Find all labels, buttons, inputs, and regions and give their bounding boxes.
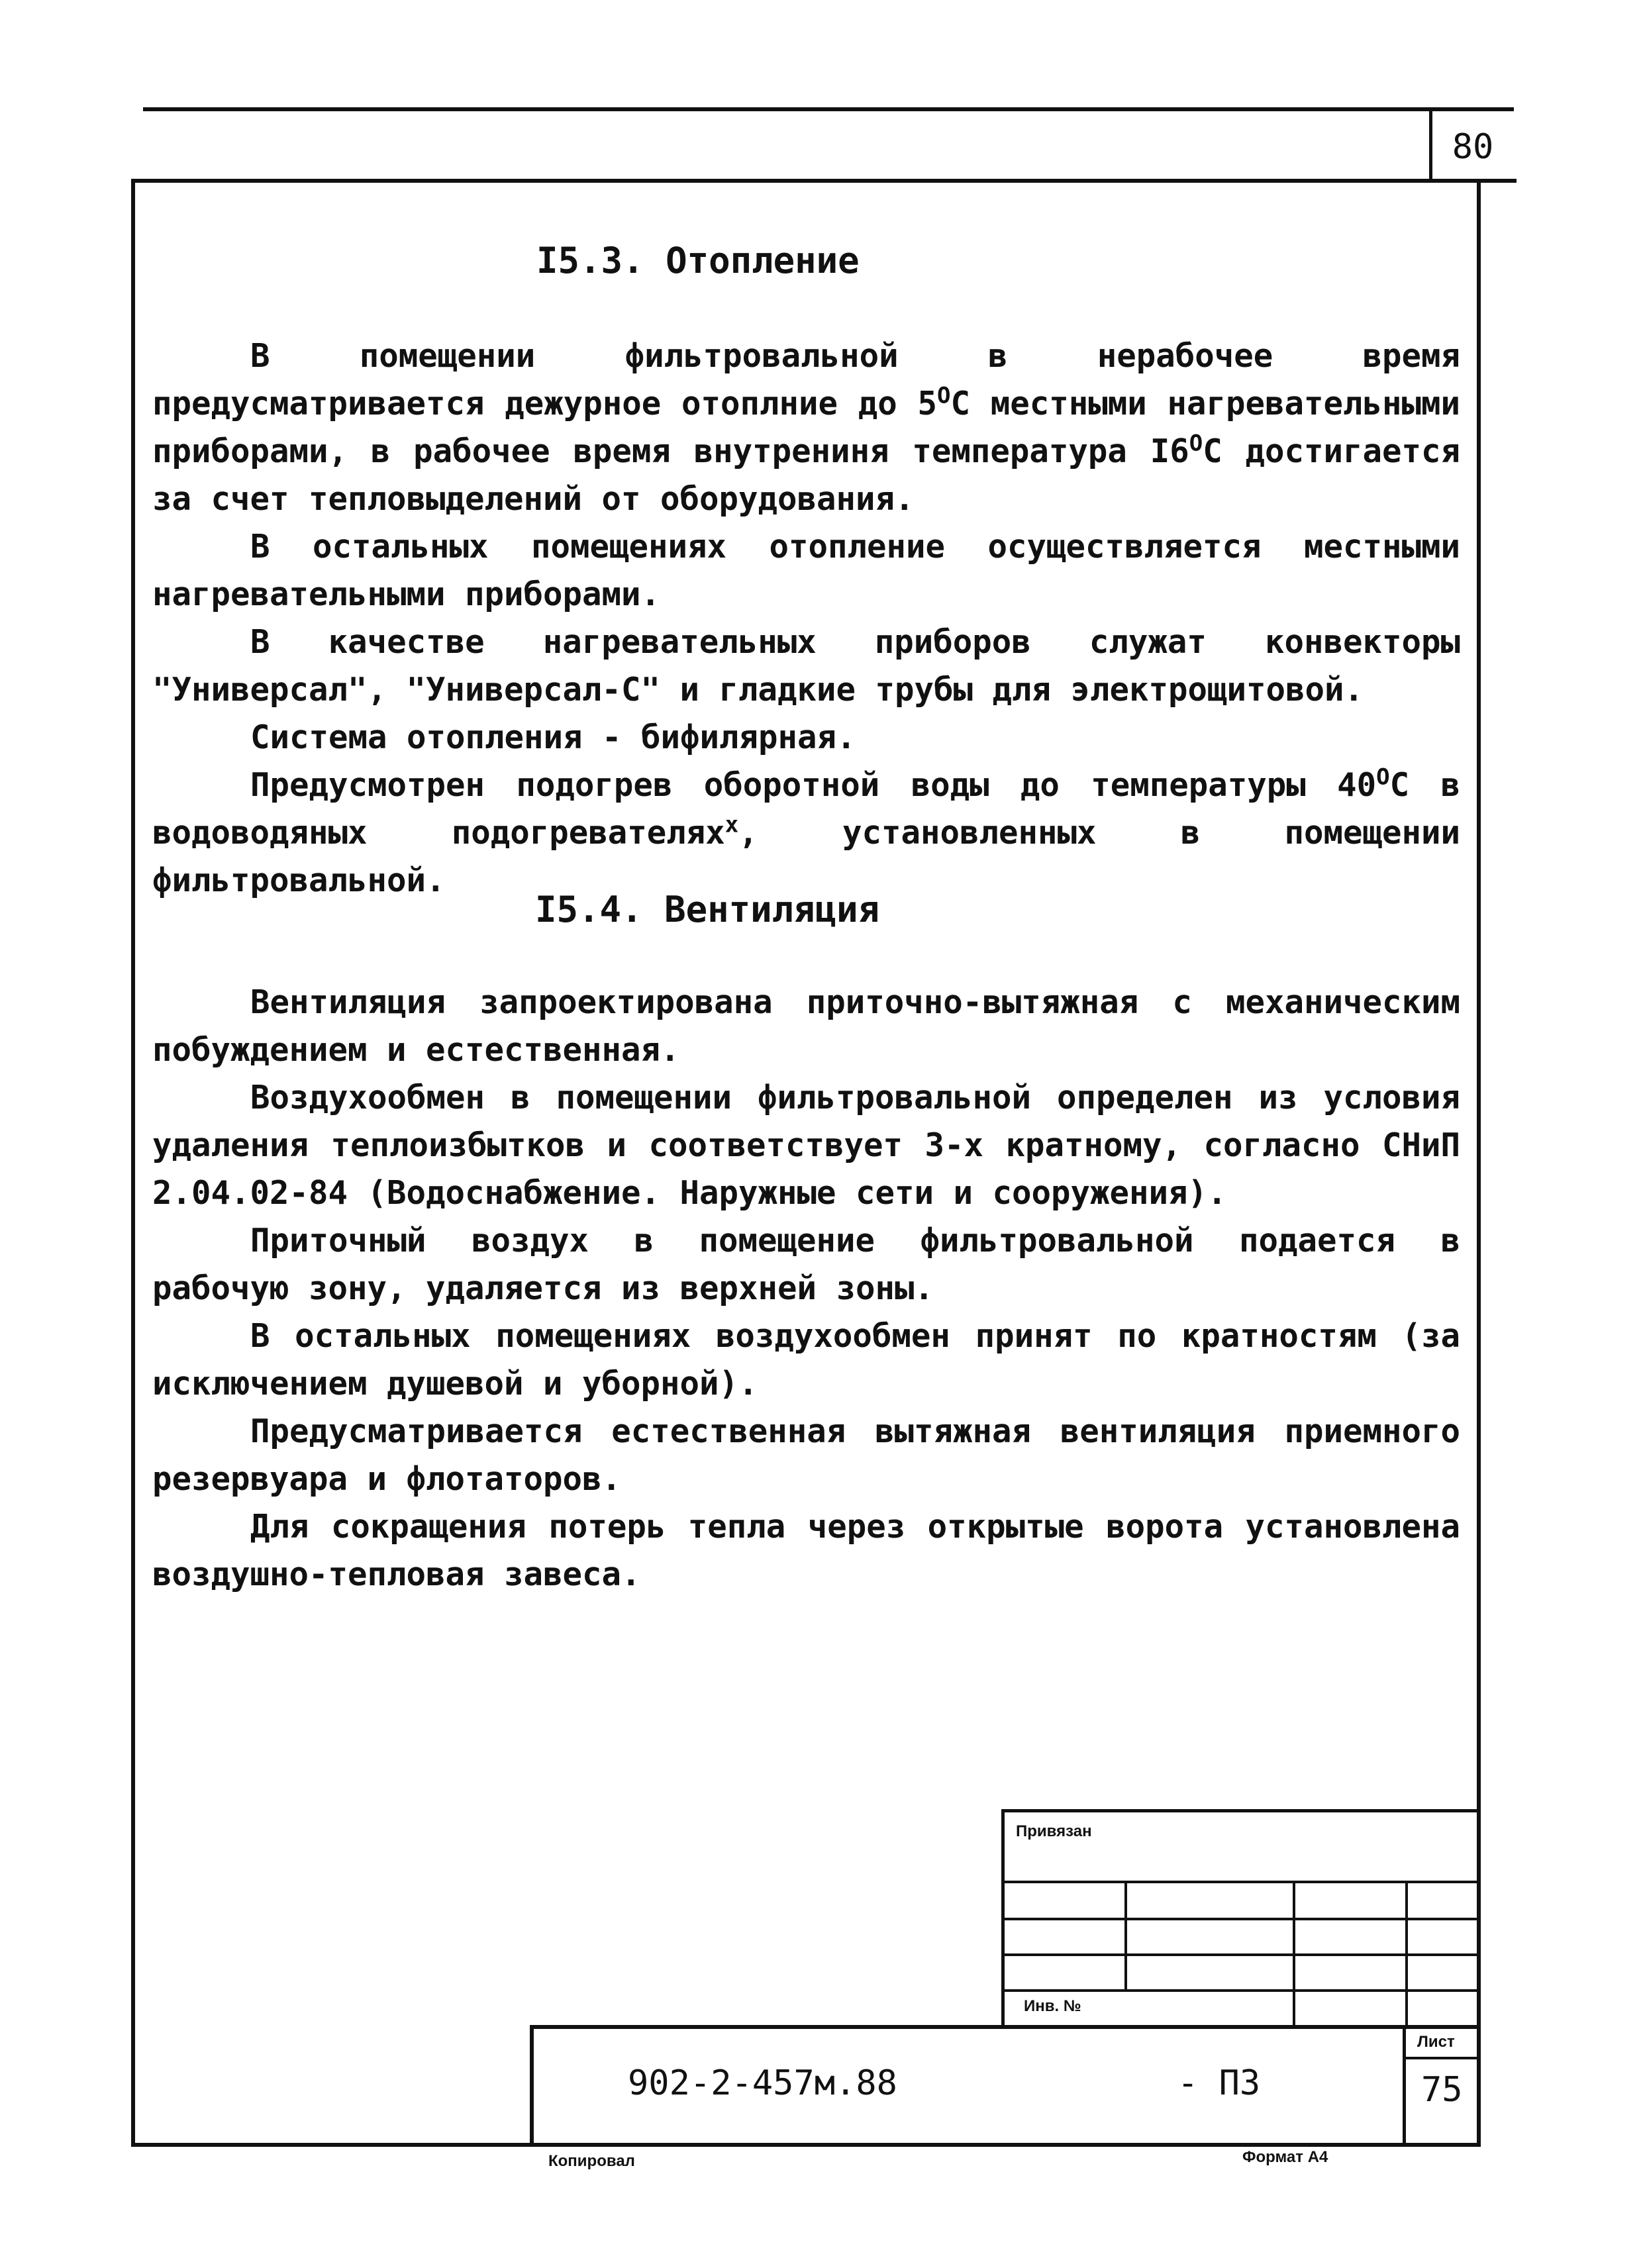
sheet-top-number: 80: [1452, 127, 1494, 167]
top-rule: [143, 107, 1514, 111]
paragraph-heating-3: В качестве нагревательных приборов служат конвекторы "Универсал", "Универсал-С" и гладкие трубы для электрощитовой.: [152, 623, 1460, 709]
stamp-left: [530, 2025, 534, 2145]
format-label: Формат А4: [1242, 2148, 1328, 2166]
tb-grid-h4: [1001, 1989, 1481, 1992]
tb-grid-h3: [1001, 1953, 1481, 1956]
inv-label: Инв. №: [1024, 1997, 1081, 2015]
list-number: 75: [1421, 2070, 1463, 2110]
tb-grid-top: [1001, 1809, 1481, 1812]
paragraph-ventilation-6: Для сокращения потерь тепла через открытые ворота установлена воздушно-тепловая завеса.: [152, 1508, 1460, 1593]
stamp-list-divider: [1403, 2057, 1481, 2059]
copied-label: Копировал: [548, 2152, 635, 2170]
list-label: Лист: [1417, 2033, 1455, 2051]
tb-grid-v3: [1405, 1881, 1408, 2026]
frame-top: [131, 179, 1517, 183]
stamp-top: [530, 2025, 1481, 2029]
tb-grid-v2: [1293, 1881, 1295, 2026]
paragraph-heating-1: В помещении фильтровальной в нерабочее время предусматривается дежурное отоплние до $5^OС$ местными нагревательными приборами, в рабочее время внутрениня температура $I6^OС$ достигается за счет тепловыделений от оборудования.: [152, 337, 1460, 518]
paragraph-ventilation-2: Воздухообмен в помещении фильтровальной определен из условия удаления теплоизбытков и соответствует 3-х кратному, согласно СНиП 2.04.02-84 (Водоснабжение. Наружные сети и сооружения).: [152, 1079, 1460, 1212]
tb-grid-v1: [1124, 1881, 1127, 1989]
paragraph-heating-5: Предусмотрен подогрев оборотной воды до температуры $40^OС$ в водоводяных подогревателях$^x$, установленных в помещении фильтровальной.: [152, 764, 1461, 899]
stamp-list-left: [1403, 2025, 1406, 2145]
paragraph-heating-4: Система отопления - бифилярная.: [250, 718, 856, 756]
paragraph-ventilation-1: Вентиляция запроектирована приточно-вытяжная с механическим побуждением и естественная.: [152, 983, 1460, 1069]
frame-right: [1477, 179, 1481, 2147]
paragraph-ventilation-5: Предусматривается естественная вытяжная вентиляция приемного резервуара и флотаторов.: [152, 1412, 1460, 1498]
frame-left: [131, 179, 135, 2147]
paragraph-ventilation-4: В остальных помещениях воздухообмен принят по кратностям (за исключением душевой и уборной).: [152, 1317, 1460, 1403]
tb-grid-h2: [1001, 1918, 1481, 1920]
paragraph-heating-2: В остальных помещениях отопление осуществляется местными нагревательными приборами.: [152, 528, 1460, 613]
doc-code: 902-2-457м.88: [628, 2063, 897, 2103]
doc-suffix: - ПЗ: [1177, 2063, 1261, 2103]
tb-grid-h1: [1001, 1881, 1481, 1883]
paragraph-ventilation-3: Приточный воздух в помещение фильтровальной подается в рабочую зону, удаляется из верхней зоны.: [152, 1222, 1460, 1307]
frame-bottom: [131, 2143, 1481, 2147]
section-heading-ventilation: I5.4. Вентиляция: [535, 889, 880, 930]
privyazan-label: Привязан: [1016, 1822, 1092, 1840]
section-heading-heating: I5.3. Отопление: [536, 240, 860, 281]
